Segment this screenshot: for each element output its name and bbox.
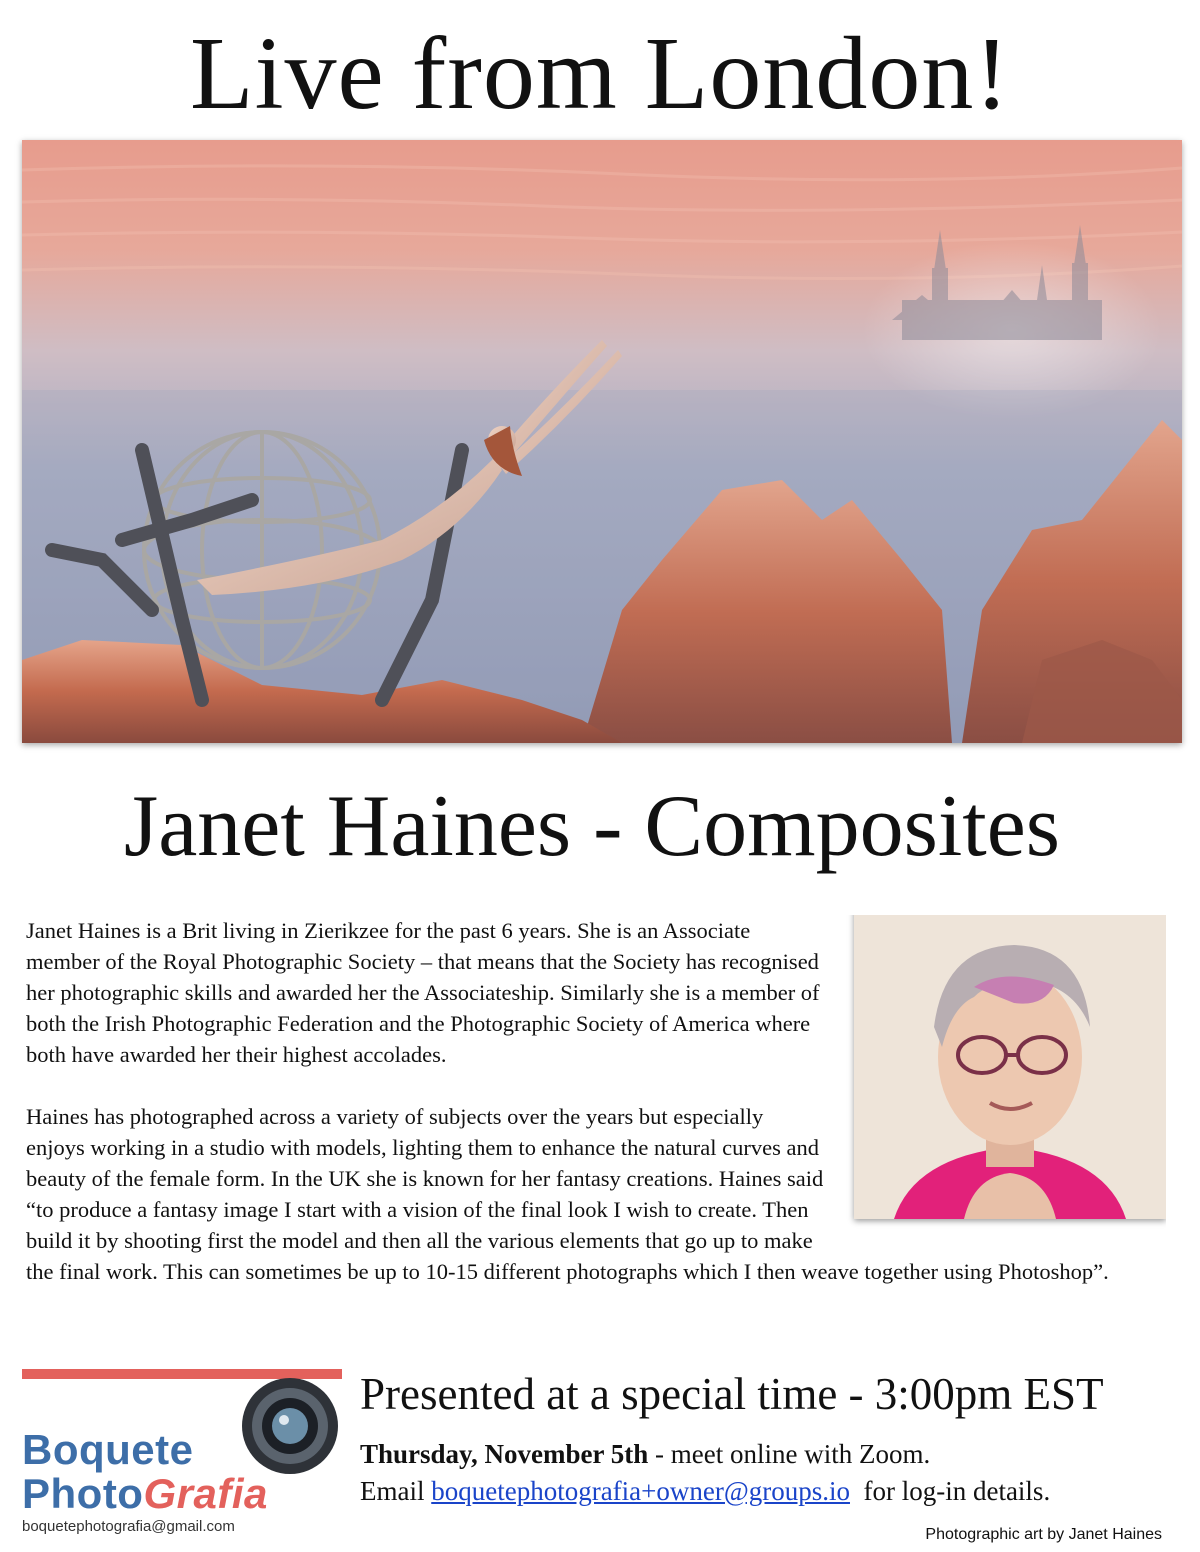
logo-text-boquete: Boquete bbox=[22, 1426, 194, 1473]
logo-email: boquetephotografia@gmail.com bbox=[22, 1518, 235, 1535]
email-suffix: for log-in details. bbox=[849, 1476, 1051, 1506]
photo-credit: Photographic art by Janet Haines bbox=[925, 1526, 1162, 1543]
fantasy-composite-artwork bbox=[22, 140, 1182, 743]
page-title: Live from London! bbox=[190, 16, 1010, 131]
event-email-line bbox=[360, 1473, 1050, 1510]
speaker-bio bbox=[26, 915, 1166, 1347]
event-date: Thursday, November 5th bbox=[360, 1439, 649, 1469]
email-link[interactable]: boquetephotografia+owner@groups.io bbox=[431, 1476, 850, 1506]
logo-text-photografia bbox=[22, 1472, 268, 1516]
logo-text-photo: Photo bbox=[22, 1470, 144, 1517]
email-prefix: Email bbox=[360, 1476, 432, 1506]
bio-paragraph: Haines has photographed across a variety of subjects over the years but especially enjoys working in a studio with models, lighting them to enhance the natural curves and beauty of the female form. In the UK she is known for her fantasy creations. Haines said “to produce a fantasy image I start with a vision of the final look I wish to create. Then build it by shooting first the model and then all the various elements that go up to make the final work. This can sometimes be up to 10-15 different photographs which I then weave together using Photoshop”. bbox=[26, 1104, 1109, 1284]
logo-text-grafia: Grafia bbox=[143, 1470, 268, 1517]
event-date-line bbox=[360, 1436, 1050, 1473]
event-date-suffix: - meet online with Zoom. bbox=[648, 1439, 931, 1469]
hero-image bbox=[22, 140, 1182, 743]
bio-paragraph: Janet Haines is a Brit living in Zierikzee for the past 6 years. She is an Associate member of the Royal Photographic Society – that means that the Society has recognised her photographic skills and awarded her the Associateship. Similarly she is a member of both the Irish Photographic Federation and the Photographic Society of America where both have awarded her their highest accolades. bbox=[26, 918, 820, 1067]
presentation-title: Janet Haines - Composites bbox=[123, 778, 1061, 875]
portrait-photo bbox=[854, 915, 1166, 1219]
camera-lens-icon bbox=[240, 1376, 340, 1481]
presentation-time: Presented at a special time - 3:00pm EST bbox=[360, 1369, 1104, 1419]
speaker-portrait bbox=[854, 915, 1166, 1219]
event-details bbox=[360, 1436, 1050, 1510]
